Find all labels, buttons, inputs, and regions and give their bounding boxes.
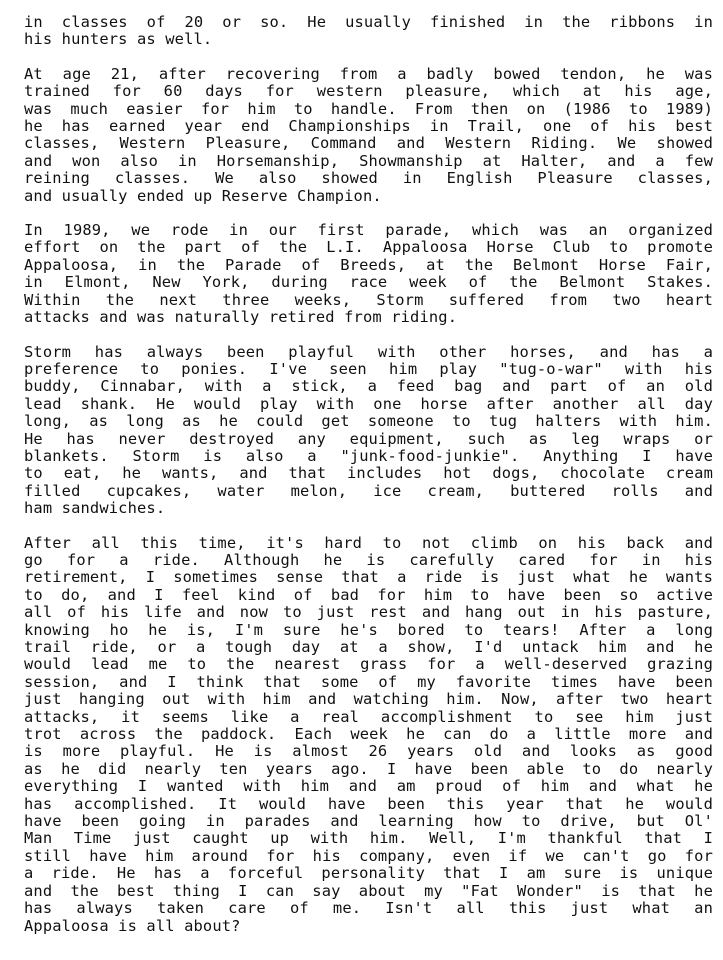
text-line: filled cupcakes, water melon, ice cream, buttered rolls and — [24, 482, 713, 500]
text-line: and the best thing I can say about my "Fat Wonder" is that he — [24, 882, 713, 900]
text-line: Appaloosa is all about? — [24, 917, 241, 935]
text-line: is more playful. He is almost 26 years old and looks as good — [24, 743, 713, 761]
text-line: long, as long as he could get someone to tug halters with him. — [24, 413, 713, 431]
paragraph — [24, 535, 713, 935]
paragraph — [24, 66, 713, 205]
text-line: has always taken care of me. Isn't all this just what an — [24, 900, 713, 918]
text-line: has accomplished. It would have been this year that he would — [24, 795, 713, 813]
text-line: in classes of 20 or so. He usually finished in the ribbons in — [24, 14, 713, 31]
text-line: blankets. Storm is also a "junk-food-junkie". Anything I have — [24, 447, 713, 465]
text-line: everything I wanted with him and am proud of him and what he — [24, 778, 713, 796]
text-line: would lead me to the nearest grass for a well-deserved grazing — [24, 656, 713, 674]
text-line: was much easier for him to handle. From then on (1986 to 1989) — [24, 100, 713, 118]
text-line: and usually ended up Reserve Champion. — [24, 187, 382, 205]
text-line: session, and I think that some of my favorite times have been — [24, 673, 713, 691]
text-line: trail ride, or a tough day at a show, I'd untack him and he — [24, 639, 713, 656]
text-line: to eat, he wants, and that includes hot dogs, chocolate cream — [24, 465, 713, 483]
text-line: classes, Western Pleasure, Command and Western Riding. We showed — [24, 135, 713, 153]
text-line: ham sandwiches. — [24, 500, 166, 518]
text-line: his hunters as well. — [24, 31, 213, 49]
text-line: After all this time, it's hard to not climb on his back and — [24, 534, 713, 552]
text-line: as he did nearly ten years ago. I have been able to do nearly — [24, 760, 713, 778]
text-line: trained for 60 days for western pleasure, which at his age, — [24, 83, 713, 101]
text-line: reining classes. We also showed in English Pleasure classes, — [24, 170, 713, 188]
text-line: just hanging out with him and watching him. Now, after two heart — [24, 691, 713, 709]
paragraph — [24, 14, 713, 49]
text-line: to do, and I feel kind of bad for him to have been so active — [24, 586, 713, 604]
text-line: Within the next three weeks, Storm suffered from two heart — [24, 291, 713, 309]
text-line: In 1989, we rode in our first parade, which was an organized — [24, 222, 713, 240]
paragraph — [24, 344, 713, 518]
text-line: have been going in parades and learning how to drive, but Ol' — [24, 813, 713, 831]
text-line: attacks and was naturally retired from riding. — [24, 309, 458, 327]
text-line: still have him around for his company, even if we can't go for — [24, 847, 713, 865]
text-line: Man Time just caught up with him. Well, I'm thankful that I — [24, 830, 713, 848]
text-line: Storm has always been playful with other horses, and has a — [24, 343, 713, 361]
text-line: and won also in Horsemanship, Showmanship at Halter, and a few — [24, 152, 713, 170]
text-line: a ride. He has a forceful personality that I am sure is unique — [24, 865, 713, 883]
text-line: trot across the paddock. Each week he can do a little more and — [24, 726, 713, 744]
text-line: attacks, it seems like a real accomplishment to see him just — [24, 708, 713, 726]
text-line: He has never destroyed any equipment, such as leg wraps or — [24, 430, 713, 448]
text-line: retirement, I sometimes sense that a ride is just what he wants — [24, 569, 713, 587]
text-line: knowing ho he is, I'm sure he's bored to tears! After a long — [24, 621, 713, 639]
text-line: go for a ride. Although he is carefully cared for in his — [24, 551, 713, 569]
text-line: all of his life and now to just rest and hang out in his pasture, — [24, 604, 713, 622]
text-line: he has earned year end Championships in Trail, one of his best — [24, 118, 713, 136]
body-text — [24, 14, 713, 935]
text-line: preference to ponies. I've seen him play "tug-o-war" with his — [24, 360, 713, 378]
text-line: in Elmont, New York, during race week of the Belmont Stakes. — [24, 274, 713, 292]
text-line: lead shank. He would play with one horse after another all day — [24, 395, 713, 413]
text-line: effort on the part of the L.I. Appaloosa Horse Club to promote — [24, 239, 713, 257]
text-line: buddy, Cinnabar, with a stick, a feed bag and part of an old — [24, 378, 713, 396]
text-line: Appaloosa, in the Parade of Breeds, at the Belmont Horse Fair, — [24, 256, 713, 274]
paragraph — [24, 222, 713, 326]
text-line: At age 21, after recovering from a badly bowed tendon, he was — [24, 65, 713, 83]
